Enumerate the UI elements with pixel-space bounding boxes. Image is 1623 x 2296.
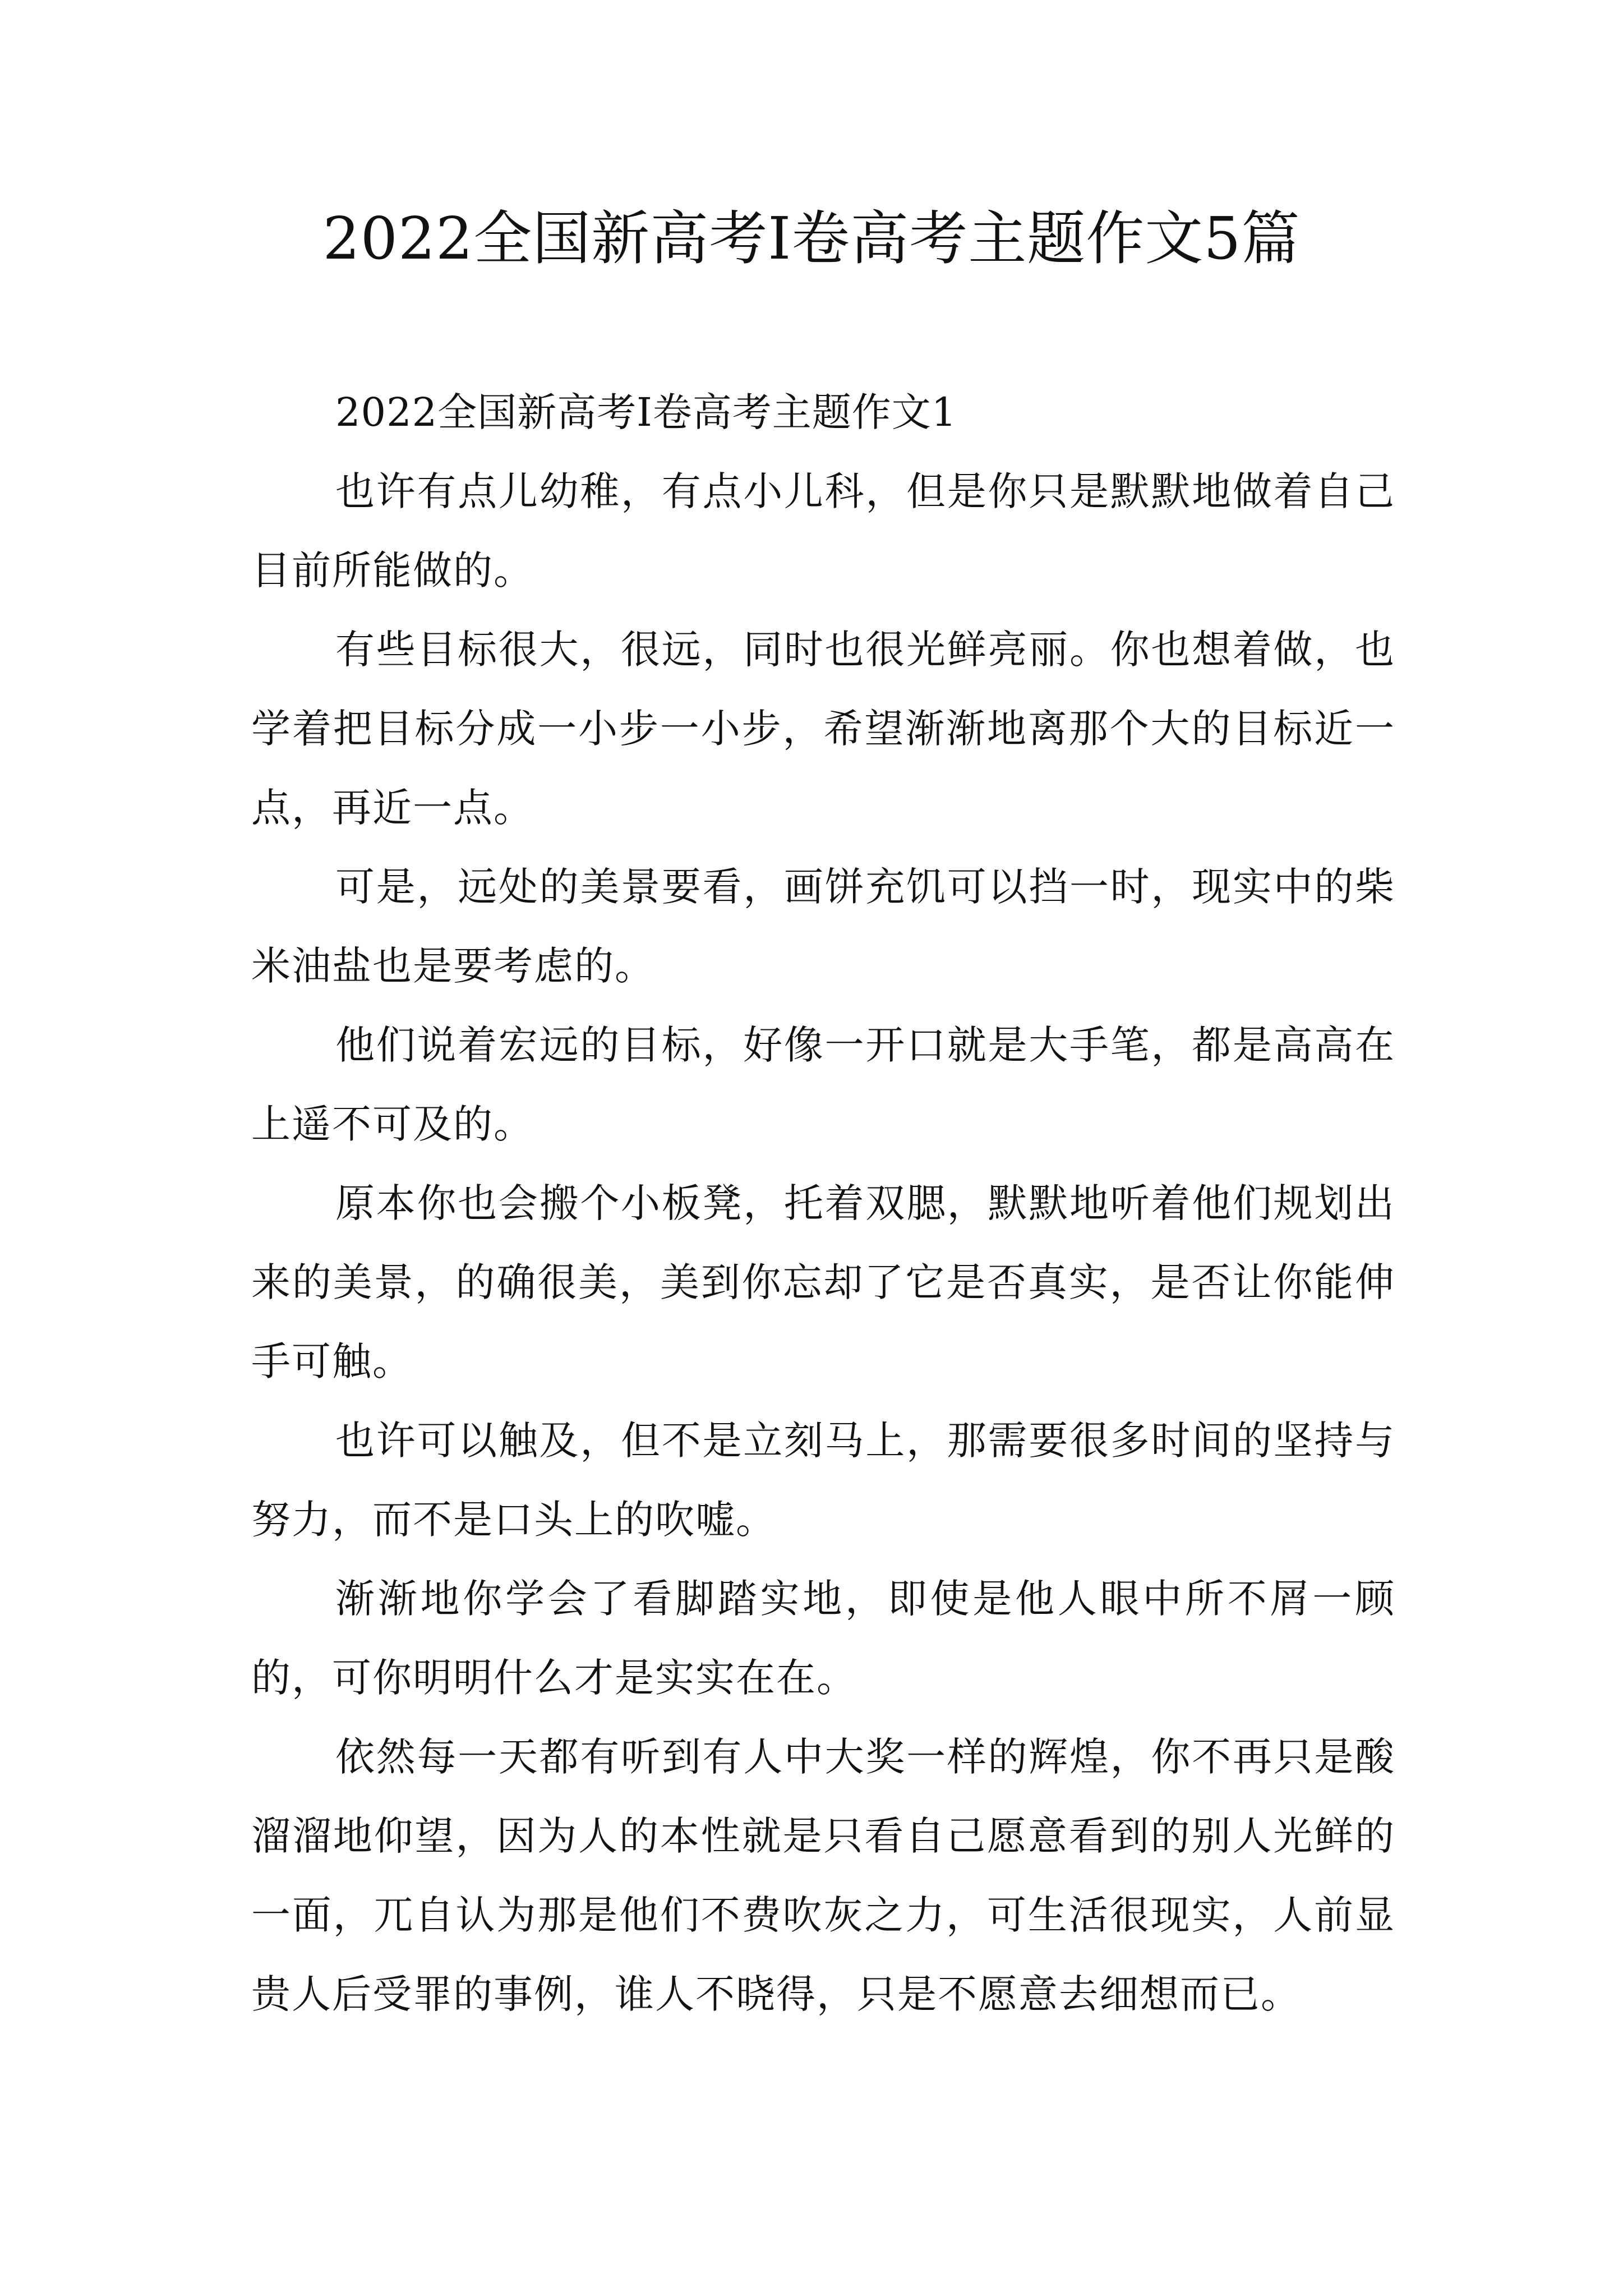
paragraph: 可是，远处的美景要看，画饼充饥可以挡一时，现实中的柴米油盐也是要考虑的。 (251, 864, 1395, 989)
document-title: 2022全国新高考I卷高考主题作文5篇 (322, 204, 1301, 273)
paragraph: 也许可以触及，但不是立刻马上，那需要很多时间的坚持与努力，而不是口头上的吹嘘。 (251, 1418, 1395, 1543)
paragraph: 有些目标很大，很远，同时也很光鲜亮丽。你也想着做，也学着把目标分成一小步一小步，希望渐渐地离那个大的目标近一点，再近一点。 (251, 627, 1395, 831)
paragraph: 他们说着宏远的目标，好像一开口就是大手笔，都是高高在上遥不可及的。 (251, 1022, 1395, 1147)
section-heading: 2022全国新高考I卷高考主题作文1 (335, 389, 957, 435)
paragraph: 也许有点儿幼稚，有点小儿科，但是你只是默默地做着自己目前所能做的。 (251, 468, 1395, 593)
document-body (251, 373, 1395, 2034)
paragraph: 原本你也会搬个小板凳，托着双腮，默默地听着他们规划出来的美景，的确很美，美到你忘却了它是否真实，是否让你能伸手可触。 (251, 1180, 1395, 1384)
paragraph: 渐渐地你学会了看脚踏实地，即使是他人眼中所不屑一顾的，可你明明什么才是实实在在。 (251, 1576, 1395, 1701)
paragraph: 依然每一天都有听到有人中大奖一样的辉煌，你不再只是酸溜溜地仰望，因为人的本性就是只看自己愿意看到的别人光鲜的一面，兀自认为那是他们不费吹灰之力，可生活很现实，人前显贵人后受罪的事例，谁人不晓得，只是不愿意去细想而已。 (251, 1734, 1395, 2017)
